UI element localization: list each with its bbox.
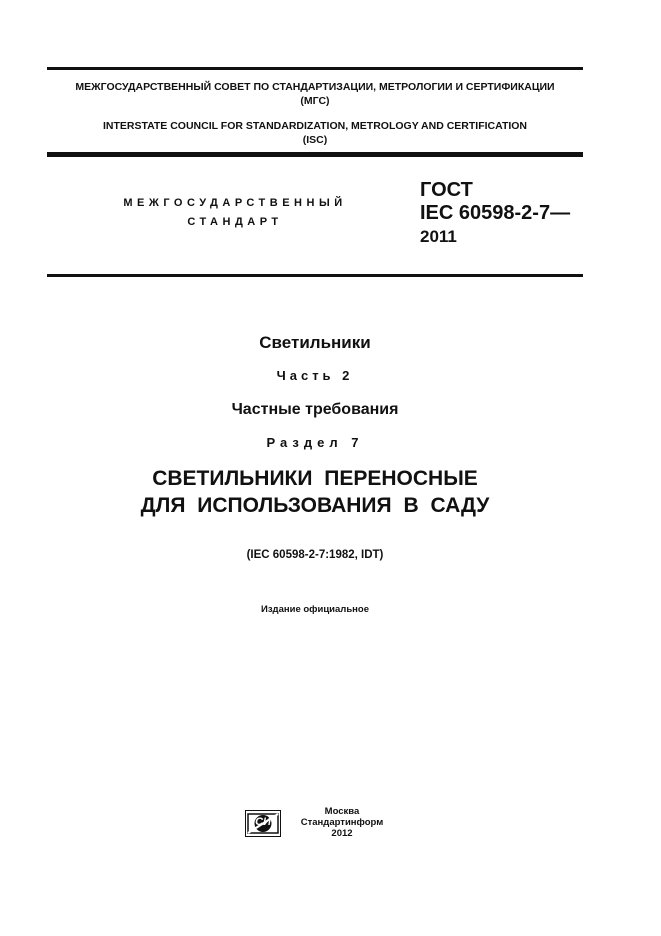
iec-reference: (IEC 60598-2-7:1982, IDT)	[246, 549, 384, 561]
publisher-logo-text: СИ	[255, 816, 271, 828]
title-main: Светильники	[259, 333, 371, 352]
main-heading-line2: ДЛЯ ИСПОЛЬЗОВАНИЯ В САДУ	[140, 494, 490, 517]
publisher-name: Стандартинформ	[300, 817, 384, 828]
council-name-en	[47, 119, 583, 147]
publisher-logo	[245, 810, 281, 837]
gost-label: ГОСТ	[420, 179, 473, 201]
council-abbr-ru: (МГС)	[300, 95, 330, 107]
standard-type-line1: МЕЖГОСУДАРСТВЕННЫЙ	[123, 197, 347, 209]
publisher-info	[292, 806, 392, 839]
title-part-name: Частные требования	[231, 401, 399, 418]
council-name-ru-line1: МЕЖГОСУДАРСТВЕННЫЙ СОВЕТ ПО СТАНДАРТИЗАЦИИ, МЕТРОЛОГИИ И СЕРТИФИКАЦИИ	[75, 81, 555, 93]
designation-rule	[47, 274, 583, 277]
council-name-en-line1: INTERSTATE COUNCIL FOR STANDARDIZATION, METROLOGY AND CERTIFICATION	[102, 120, 528, 132]
standard-type-line2: СТАНДАРТ	[187, 216, 283, 228]
council-abbr-en: (ISC)	[302, 134, 328, 146]
gost-designation	[420, 179, 570, 248]
main-heading	[47, 465, 583, 519]
top-rule	[47, 67, 583, 70]
main-heading-line1: СВЕТИЛЬНИКИ ПЕРЕНОСНЫЕ	[152, 467, 478, 490]
gost-year: 2011	[420, 227, 457, 246]
header-bottom-rule	[47, 152, 583, 157]
standard-type-label	[90, 194, 380, 232]
publisher-year: 2012	[331, 828, 353, 839]
council-name-ru	[47, 80, 583, 108]
title-section: Раздел 7	[266, 435, 364, 450]
title-part: Часть 2	[276, 368, 354, 383]
edition-note: Издание официальное	[261, 604, 369, 615]
publisher-city: Москва	[324, 806, 360, 817]
gost-number: IEC 60598-2-7—	[420, 202, 571, 224]
